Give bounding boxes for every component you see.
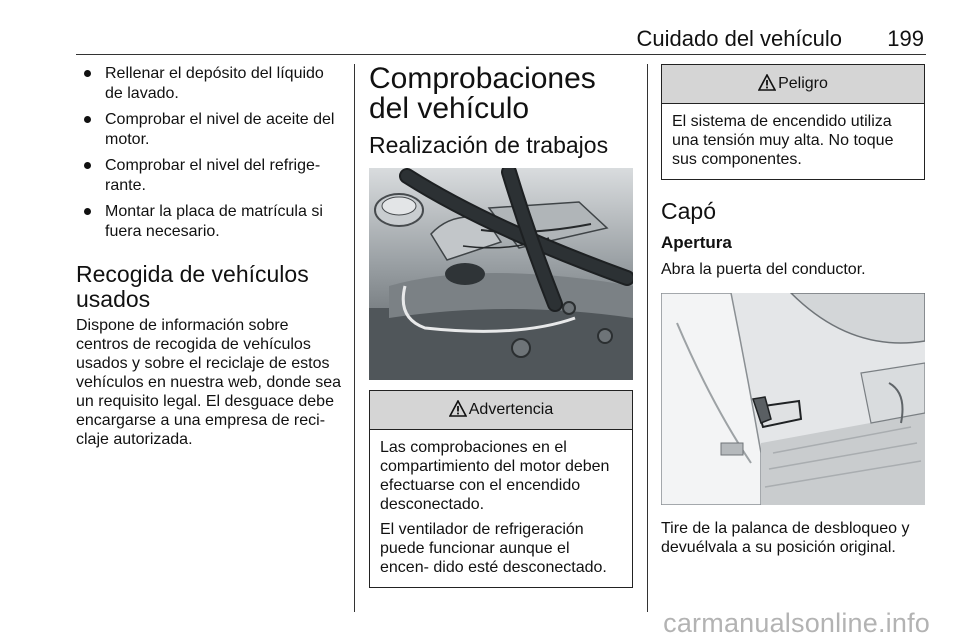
chapter-title: Comprobaciones del vehículo [369, 62, 596, 125]
danger-box-body [662, 104, 924, 179]
header-divider [76, 54, 926, 55]
section-text-recycling: Dispone de información sobre centros de recogida de vehículos usados y sobre el reciclaje de estos vehículos en nuestra web, donde sea un requisito legal. El desguace debe encargarse a una empresa de reci- claje autorizada. [76, 317, 342, 448]
instruction-text: Tire de la palanca de desbloqueo y devuélvala a su posición original. [661, 520, 910, 556]
hood-release-image [661, 293, 925, 505]
engine-bay-image [369, 168, 633, 380]
list-item: Comprobar el nivel de aceite del motor. [76, 110, 342, 150]
checklist [76, 64, 342, 242]
watermark: carmanualsonline.info [663, 608, 930, 638]
page-number: 199 [887, 26, 924, 51]
warning-triangle-icon [449, 400, 467, 417]
subheading-opening: Apertura [661, 233, 732, 252]
warning-triangle-icon [758, 74, 776, 91]
list-item: Comprobar el nivel del refrige- rante. [76, 156, 342, 196]
warning-paragraph: Las comprobaciones en el compartimiento del motor deben efectuarse con el encendido desconectado. [380, 439, 610, 513]
bullet-icon [84, 162, 91, 169]
warning-box [369, 390, 633, 588]
warning-box-body [370, 430, 632, 587]
warning-paragraph: El ventilador de refrigeración puede funcionar aunque el encen- dido esté desconectado. [380, 521, 607, 576]
danger-title: Peligro [778, 75, 828, 92]
section-title-hood: Capó [661, 198, 716, 224]
column-divider-1 [354, 64, 355, 612]
danger-box-header [662, 65, 924, 104]
column-left [76, 64, 342, 449]
bullet-icon [84, 116, 91, 123]
bullet-icon [84, 70, 91, 77]
list-item: Montar la placa de matrícula si fuera necesario. [76, 202, 342, 242]
warning-title: Advertencia [468, 401, 554, 418]
column-divider-2 [647, 64, 648, 612]
list-item: Rellenar el depósito del líquido de lavado. [76, 64, 342, 104]
page-header-title: Cuidado del vehículo [636, 26, 842, 51]
danger-box [661, 64, 925, 180]
hood-release-illustration [661, 293, 925, 505]
danger-text: El sistema de encendido utiliza una tensión muy alta. No toque sus componentes. [672, 113, 894, 168]
engine-bay-illustration [369, 168, 633, 380]
section-title-work: Realización de trabajos [369, 132, 609, 158]
section-title-recycling: Recogida de vehículos usados [76, 261, 309, 312]
page-header [76, 26, 926, 53]
intro-text: Abra la puerta del conductor. [661, 261, 866, 278]
column-middle [369, 64, 633, 588]
warning-box-header [370, 391, 632, 430]
bullet-icon [84, 208, 91, 215]
column-right [661, 64, 925, 557]
